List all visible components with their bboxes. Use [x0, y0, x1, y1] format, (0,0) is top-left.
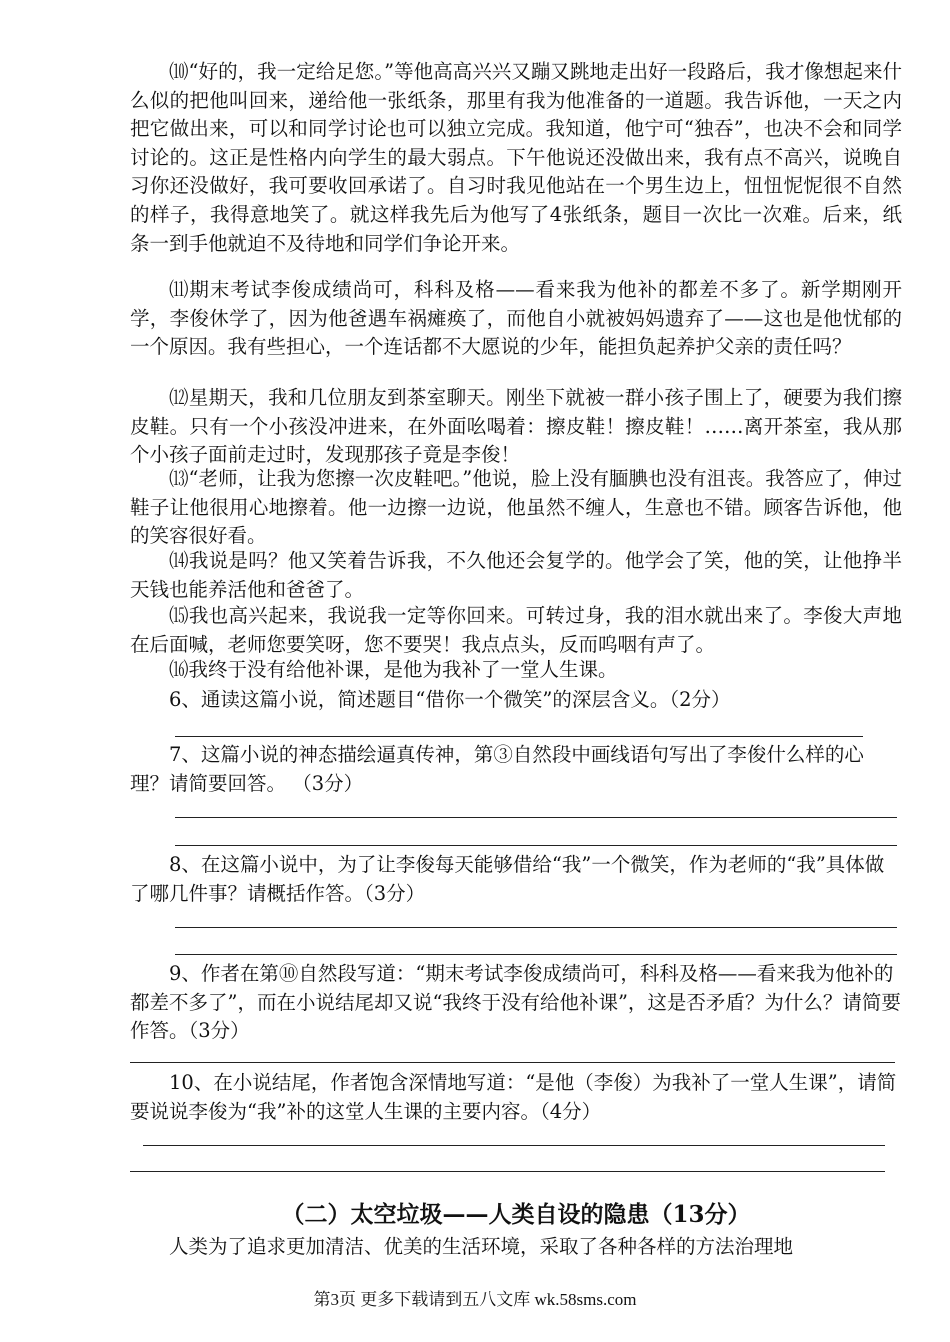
- paragraph-16: ⒃我终于没有给他补课，是他为我补了一堂人生课。: [169, 658, 618, 681]
- answer-line: [175, 954, 897, 955]
- paragraph-15: ⒂我也高兴起来，我说我一定等你回来。可转过身，我的泪水就出来了。李俊大声地在后面喊，老师您要笑呀，您不要哭！我点点头，反而呜咽有声了。: [130, 604, 902, 656]
- section-intro: 人类为了追求更加清洁、优美的生活环境，采取了各种各样的方法治理地: [169, 1235, 794, 1258]
- answer-line: [143, 1145, 885, 1146]
- question-8: 8、在这篇小说中，为了让李俊每天能够借给“我”一个微笑，作为老师的“我”具体做了哪几件事？请概括作答。（3分）: [130, 853, 885, 905]
- question-6: 6、通读这篇小说，简述题目“借你一个微笑”的深层含义。（2分）: [169, 688, 731, 711]
- answer-line: [175, 817, 897, 818]
- answer-line: [175, 845, 897, 846]
- answer-line: [130, 1171, 885, 1172]
- answer-line: [175, 736, 863, 737]
- section-title: （二）太空垃圾——人类自设的隐患（13分）: [281, 1201, 751, 1228]
- answer-line: [175, 927, 897, 928]
- answer-line: [130, 1062, 895, 1063]
- question-9: 9、作者在第⑩自然段写道：“期末考试李俊成绩尚可，科科及格——看来我为他补的都差不多了”，而在小说结尾却又说“我终于没有给他补课”，这是否矛盾？为什么？请简要作答。（3分）: [130, 962, 901, 1043]
- paragraph-10: ⑽“好的，我一定给足您。”等他高高兴兴又蹦又跳地走出好一段路后，我才像想起来什么似的把他叫回来，递给他一张纸条，那里有我为他准备的一道题。我告诉他，一天之内把它做出来，可以和同学讨论也可以独立完成。我知道，他宁可“独吞”，也决不会和同学讨论的。这正是性格内向学生的最大弱点。下午他说还没做出来，我有点不高兴，说晚自习你还没做好，我可要收回承诺了。自习时我见他站在一个男生边上，忸忸怩怩很不自然的样子，我得意地笑了。就这样我先后为他写了4张纸条，题目一次比一次难。后来，纸条一到手他就迫不及待地和同学们争论开来。: [130, 60, 902, 255]
- paragraph-13: ⒀“老师，让我为您擦一次皮鞋吧。”他说，脸上没有腼腆也没有沮丧。我答应了，伸过鞋子让他很用心地擦着。他一边擦一边说，他虽然不缠人，生意也不错。顾客告诉他，他的笑容很好看。: [130, 467, 902, 548]
- page-footer: 第3页 更多下载请到五八文库 wk.58sms.com: [313, 1290, 637, 1309]
- question-7: 7、这篇小说的神态描绘逼真传神，第③自然段中画线语句写出了李俊什么样的心理？请简要回答。 （3分）: [130, 743, 864, 795]
- paragraph-11: ⑾期末考试李俊成绩尚可，科科及格——看来我为他补的都差不多了。新学期刚开学，李俊休学了，因为他爸遇车祸瘫痪了，而他自小就被妈妈遗弃了——这也是他忧郁的一个原因。我有些担心，一个连话都不大愿说的少年，能担负起养护父亲的责任吗？: [130, 278, 902, 359]
- paragraph-12: ⑿星期天，我和几位朋友到茶室聊天。刚坐下就被一群小孩子围上了，硬要为我们擦皮鞋。只有一个小孩没冲进来，在外面吆喝着：擦皮鞋！擦皮鞋！……离开茶室，我从那个小孩子面前走过时，发现那孩子竟是李俊！: [130, 386, 902, 467]
- paragraph-14: ⒁我说是吗？他又笑着告诉我，不久他还会复学的。他学会了笑，他的笑，让他挣半天钱也能养活他和爸爸了。: [130, 549, 902, 601]
- question-10: 10、在小说结尾，作者饱含深情地写道：“是他（李俊）为我补了一堂人生课”，请简要说说李俊为“我”补的这堂人生课的主要内容。（4分）: [130, 1071, 897, 1123]
